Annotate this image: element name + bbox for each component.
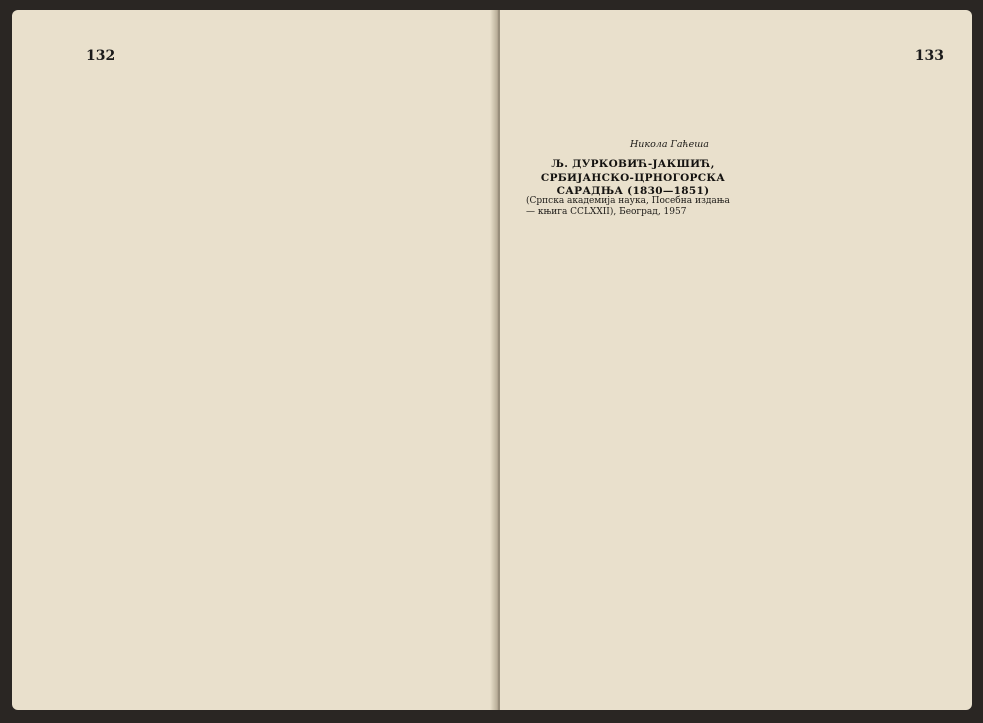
- left-page-column-2: [278, 76, 481, 674]
- left-page: [12, 10, 497, 710]
- left-page-column-1: [92, 76, 275, 674]
- review-signature: Никола Гаћеша: [630, 139, 709, 150]
- page-number-left: 132: [86, 48, 116, 64]
- review-subtitle: (Српска академија наука, Посебна издања — књига CCLXXII), Београд, 1957: [526, 196, 730, 218]
- right-page: [500, 10, 972, 710]
- right-page-column-2: [754, 76, 952, 674]
- right-page-column-1-top: [526, 76, 734, 122]
- review-body: [526, 242, 734, 672]
- page-number-right: 133: [914, 48, 944, 64]
- review-title: Љ. ДУРКОВИЋ-ЈАКШИЋ, СРБИЈАНСКО-ЦРНОГОРСКА САРАДЊА (1830—1851): [540, 158, 726, 197]
